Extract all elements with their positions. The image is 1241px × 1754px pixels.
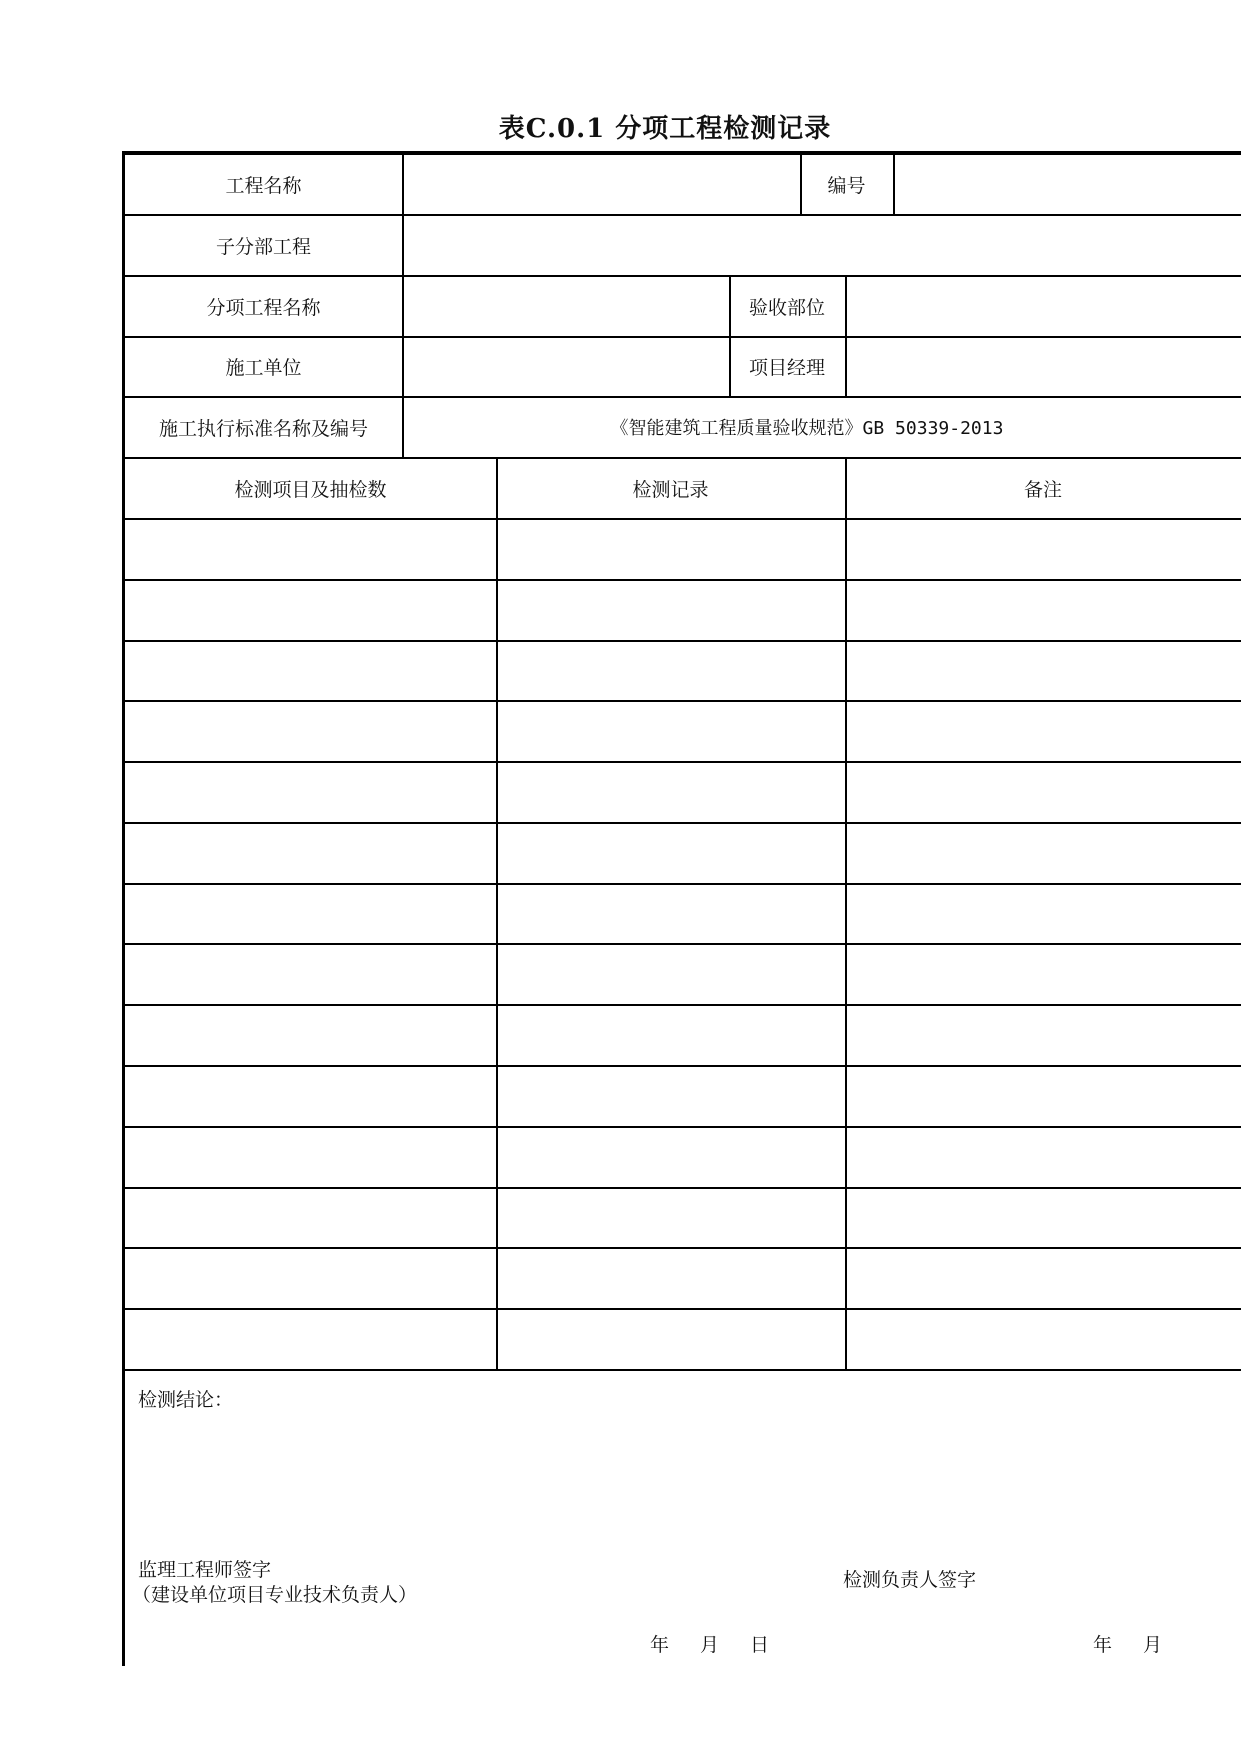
construction-unit-label: 施工单位 <box>225 357 302 379</box>
record-remark-cell[interactable] <box>845 823 1241 882</box>
record-remark-cell[interactable] <box>845 884 1241 943</box>
project-name-field[interactable] <box>402 155 800 214</box>
record-remark-cell[interactable] <box>845 1309 1241 1368</box>
record-value-cell[interactable] <box>496 1127 845 1186</box>
acceptance-part-label: 验收部位 <box>748 296 825 319</box>
record-item-cell[interactable] <box>125 1187 496 1246</box>
construction-unit-field[interactable] <box>402 337 729 396</box>
record-value-cell[interactable] <box>496 641 845 700</box>
record-value-cell[interactable] <box>496 1005 845 1064</box>
record-value-cell[interactable] <box>496 762 845 821</box>
project-manager-label: 项目经理 <box>748 357 825 379</box>
date-right: 年 月 <box>1093 1634 1169 1656</box>
serial-no-field[interactable] <box>893 155 1241 214</box>
acceptance-part-field[interactable] <box>845 276 1241 336</box>
serial-no-label: 编号 <box>827 175 866 197</box>
record-value-cell[interactable] <box>496 1248 845 1307</box>
project-manager-field[interactable] <box>845 337 1241 396</box>
column-header-items: 检测项目及抽检数 <box>234 478 387 501</box>
record-item-cell[interactable] <box>125 1127 496 1186</box>
record-remark-cell[interactable] <box>845 701 1241 760</box>
item-name-label: 分项工程名称 <box>206 296 321 319</box>
record-item-cell[interactable] <box>125 641 496 700</box>
record-value-cell[interactable] <box>496 1066 845 1125</box>
column-header-records: 检测记录 <box>632 478 709 501</box>
record-value-cell[interactable] <box>496 823 845 882</box>
date-left: 年 月 日 <box>650 1634 776 1656</box>
record-remark-cell[interactable] <box>845 580 1241 639</box>
record-item-cell[interactable] <box>125 944 496 1003</box>
record-item-cell[interactable] <box>125 701 496 760</box>
row-divider <box>125 1369 1241 1371</box>
record-value-cell[interactable] <box>496 884 845 943</box>
project-name-label: 工程名称 <box>225 175 302 197</box>
inspector-signature-label: 检测负责人签字 <box>843 1569 977 1591</box>
record-remark-cell[interactable] <box>845 1248 1241 1307</box>
item-name-field[interactable] <box>402 276 729 336</box>
record-remark-cell[interactable] <box>845 1005 1241 1064</box>
standard-value: 《智能建筑工程质量验收规范》GB 50339-2013 <box>610 418 1004 439</box>
record-value-cell[interactable] <box>496 944 845 1003</box>
record-remark-cell[interactable] <box>845 1187 1241 1246</box>
record-item-cell[interactable] <box>125 762 496 821</box>
conclusion-label: 检测结论： <box>138 1389 234 1411</box>
standard-label: 施工执行标准名称及编号 <box>158 417 368 440</box>
supervisor-signature-label: 监理工程师签字 <box>138 1559 272 1581</box>
record-item-cell[interactable] <box>125 1005 496 1064</box>
record-item-cell[interactable] <box>125 1309 496 1368</box>
record-value-cell[interactable] <box>496 1187 845 1246</box>
record-value-cell[interactable] <box>496 580 845 639</box>
record-item-cell[interactable] <box>125 884 496 943</box>
supervisor-signature-sublabel: （建设单位项目专业技术负责人） <box>132 1584 418 1606</box>
record-remark-cell[interactable] <box>845 762 1241 821</box>
record-item-cell[interactable] <box>125 1066 496 1125</box>
record-value-cell[interactable] <box>496 519 845 578</box>
record-value-cell[interactable] <box>496 1309 845 1368</box>
record-remark-cell[interactable] <box>845 1066 1241 1125</box>
record-item-cell[interactable] <box>125 823 496 882</box>
record-value-cell[interactable] <box>496 701 845 760</box>
sub-division-field[interactable] <box>402 215 1241 275</box>
record-remark-cell[interactable] <box>845 519 1241 578</box>
record-remark-cell[interactable] <box>845 944 1241 1003</box>
record-item-cell[interactable] <box>125 580 496 639</box>
sub-division-label: 子分部工程 <box>215 235 311 258</box>
record-item-cell[interactable] <box>125 1248 496 1307</box>
page-title: 表C.0.1 分项工程检测记录 <box>498 114 832 144</box>
record-item-cell[interactable] <box>125 519 496 578</box>
record-remark-cell[interactable] <box>845 1127 1241 1186</box>
column-header-remarks: 备注 <box>1023 478 1062 501</box>
record-remark-cell[interactable] <box>845 641 1241 700</box>
